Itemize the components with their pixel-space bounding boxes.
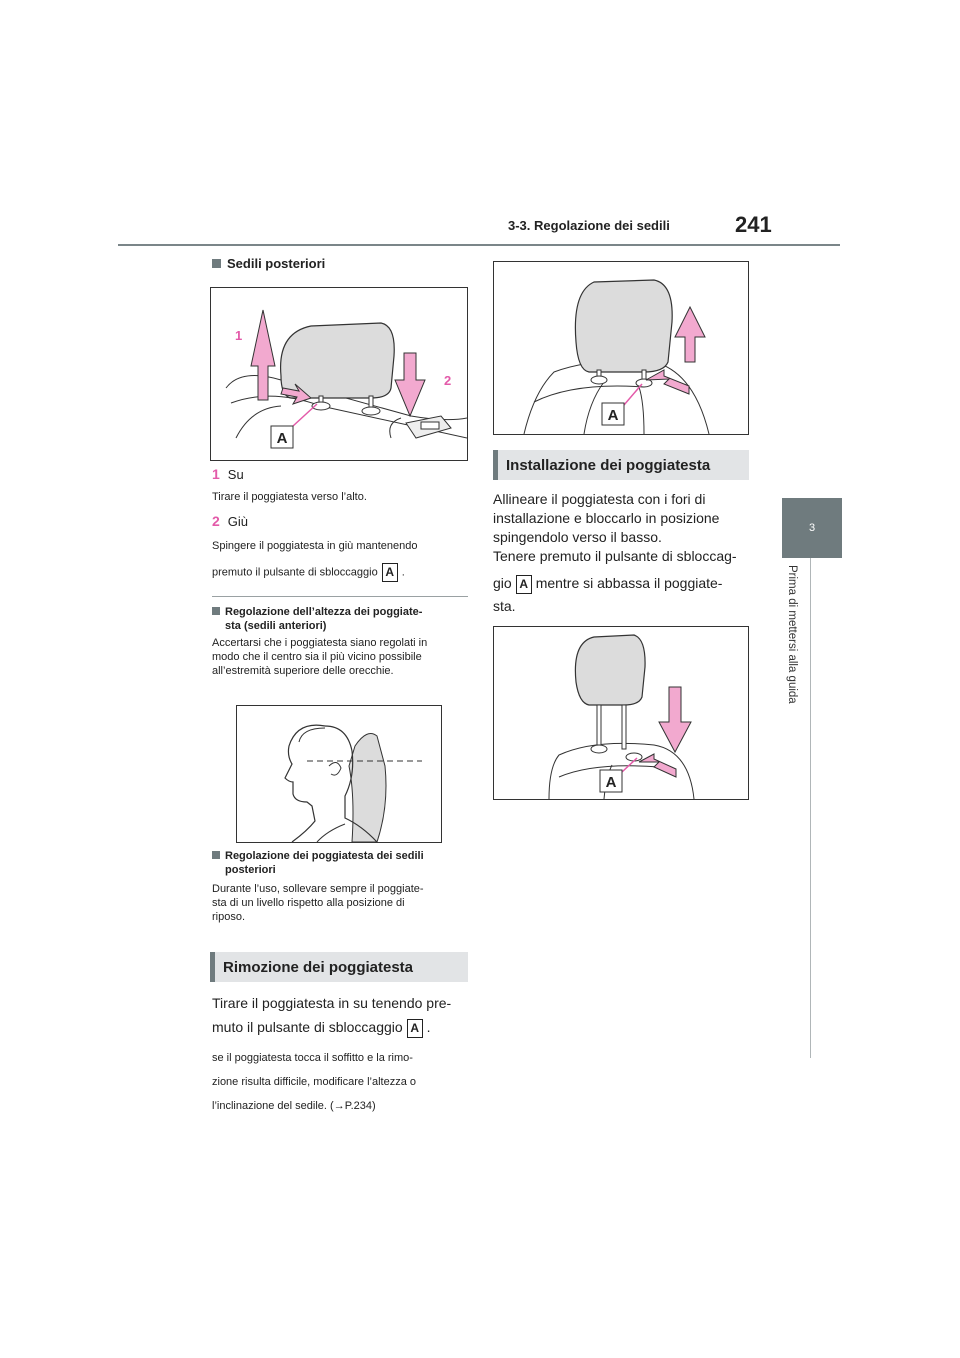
removal-section-heading: Rimozione dei poggiatesta (210, 952, 468, 982)
installation-section-heading: Installazione dei poggiatesta (493, 450, 749, 480)
step-1-text: Tirare il poggiatesta verso l’alto. (212, 491, 367, 503)
removal-text-line1: Tirare il poggiatesta in su tenendo pre- (212, 995, 452, 1011)
figure-head-position (236, 705, 442, 843)
chapter-title-vertical (778, 565, 818, 735)
square-bullet-icon (212, 259, 221, 268)
release-button-label: A (407, 1019, 423, 1038)
front-height-text: Accertarsi che i poggiatesta siano regolati in modo che il centro sia il più vicino possibile all’estremità superiore delle orecchie. (212, 637, 428, 677)
figure-headrest-removal (493, 261, 749, 435)
section-title: 3-3. Regolazione dei sedili (508, 218, 670, 233)
step-2-text-line1: Spingere il poggiatesta in giù mantenendo (212, 540, 418, 552)
page-reference-link[interactable]: P.234) (344, 1100, 376, 1112)
step-1: 1 Su (212, 466, 244, 482)
square-bullet-icon (212, 851, 220, 859)
rear-height-heading: Regolazione dei poggiatesta dei sedili posteriori (212, 849, 424, 877)
installation-text-line6: sta. (493, 598, 516, 614)
figure-label-a: A (276, 430, 288, 447)
figure-label-2: 2 (444, 373, 452, 388)
figure-headrest-installation (493, 626, 749, 800)
rear-headrest-illustration (211, 288, 467, 460)
removal-text-line2: muto il pulsante di sbloccaggio A . (212, 1018, 431, 1038)
headrest-installation-illustration (494, 627, 748, 799)
rear-seats-heading: Sedili posteriori (212, 256, 325, 271)
divider (212, 596, 468, 597)
release-button-label: A (516, 575, 532, 594)
head-position-illustration (237, 706, 441, 842)
chapter-tab (782, 498, 842, 558)
step-2: 2 Giù (212, 513, 249, 529)
installation-text-line5: gio A mentre si abbassa il poggiate- (493, 574, 722, 594)
chapter-title: Prima di mettersi alla guida (786, 565, 798, 704)
front-height-heading: Regolazione dell’altezza dei poggiate- sta (sedili anteriori) (212, 605, 422, 633)
square-bullet-icon (212, 607, 220, 615)
release-button-label: A (382, 563, 398, 582)
figure-label-1: 1 (235, 328, 243, 343)
arrow-right-icon: → (333, 1100, 345, 1112)
installation-text: Allineare il poggiatesta con i fori di installazione e bloccarlo in posizione spingendolo verso il basso. Tenere premuto il pulsante di sbloccag- (493, 491, 737, 564)
figure-label-a: A (607, 407, 619, 424)
rear-height-text: Durante l’uso, sollevare sempre il poggiate- sta di un livello rispetto alla posizione di riposo. (212, 883, 424, 923)
chapter-number: 3 (808, 522, 816, 534)
step-2-text-line2: premuto il pulsante di sbloccaggio A . (212, 563, 405, 582)
page-number: 241 (735, 212, 772, 237)
headrest-removal-illustration (494, 262, 748, 434)
header-rule (118, 244, 840, 246)
figure-rear-headrest-adjust (210, 287, 468, 461)
removal-note: se il poggiatesta tocca il soffitto e la rimo- zione risulta difficile, modificare l’altezza o l’inclinazione del sedile. (→P.234) (212, 1052, 416, 1112)
figure-label-a: A (605, 774, 617, 791)
